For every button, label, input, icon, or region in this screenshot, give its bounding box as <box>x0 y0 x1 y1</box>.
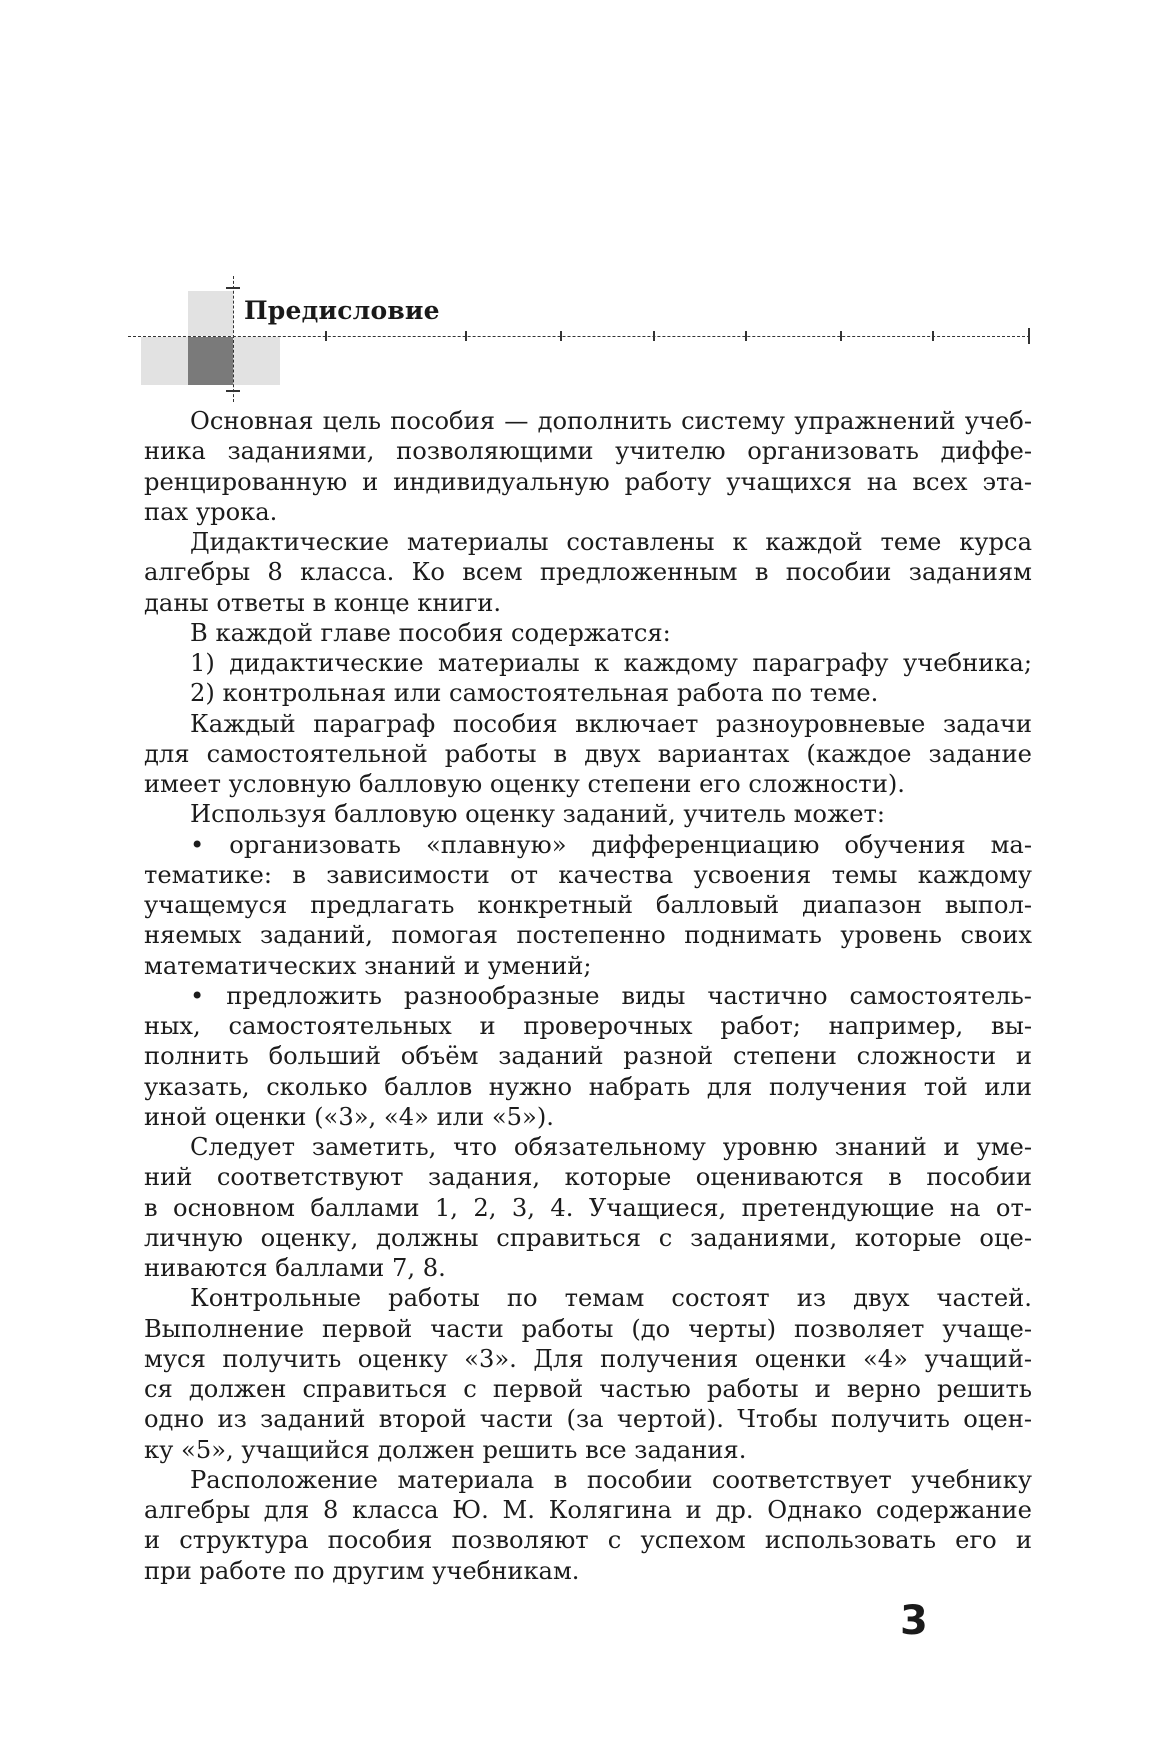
text-line: одно из заданий второй части (за чертой). Чтобы получить оцен- <box>144 1405 1032 1434</box>
page-number: 3 <box>900 1598 928 1644</box>
deco-vertical-dashed-line <box>233 276 234 402</box>
text-line: даны ответы в конце книги. <box>144 588 502 617</box>
deco-cross-tick-top <box>226 287 240 289</box>
section-title: Предисловие <box>244 296 440 325</box>
text-line: муся получить оценку «3». Для получения оценки «4» учащий- <box>144 1344 1032 1373</box>
text-line: 2) контрольная или самостоятельная работа по теме. <box>190 679 879 708</box>
text-line: • предложить разнообразные виды частично самостоятель- <box>190 981 1032 1010</box>
text-line: Каждый параграф пособия включает разноуровневые задачи <box>190 709 1032 738</box>
ruler-tick <box>653 331 655 341</box>
body-text <box>144 406 1032 1586</box>
text-line: ниваются баллами 7, 8. <box>144 1254 446 1282</box>
text-line: имеет условную балловую оценку степени его сложности). <box>144 770 905 798</box>
text-line: личную оценку, должны справиться с заданиями, которые оце- <box>144 1223 1032 1252</box>
ruler-tick <box>745 331 747 341</box>
text-line: Контрольные работы по темам состоят из двух частей. <box>190 1284 1032 1313</box>
text-line: учащемуся предлагать конкретный балловый диапазон выпол- <box>144 891 1032 919</box>
text-line: алгебры для 8 класса Ю. М. Колягина и др. Однако содержание <box>144 1496 1032 1524</box>
deco-square-left <box>141 337 188 385</box>
text-line: Выполнение первой части работы (до черты) позволяет учаще- <box>144 1314 1032 1343</box>
text-line: ку «5», учащийся должен решить все задания. <box>144 1435 747 1464</box>
text-line: для самостоятельной работы в двух вариантах (каждое задание <box>144 739 1032 768</box>
text-line: Расположение материала в пособии соответствует учебнику <box>190 1465 1032 1494</box>
text-line: 1) дидактические материалы к каждому параграфу учебника; <box>190 649 1032 677</box>
text-line: указать, сколько баллов нужно набрать для получения той или <box>144 1072 1032 1101</box>
text-line: ных, самостоятельных и проверочных работ; например, вы- <box>144 1012 1032 1040</box>
deco-square-top <box>188 291 233 336</box>
text-line: Следует заметить, что обязательному уровню знаний и уме- <box>190 1133 1032 1161</box>
deco-horizontal-dashed-line <box>128 336 1030 337</box>
deco-square-right <box>233 337 280 385</box>
header-decoration <box>0 0 1166 420</box>
ruler-tick <box>325 331 327 341</box>
deco-square-dark <box>188 337 233 385</box>
text-line: алгебры 8 класса. Ко всем предложенным в пособии заданиям <box>144 558 1032 587</box>
text-line: математических знаний и умений; <box>144 951 592 980</box>
ruler-tick <box>560 331 562 341</box>
text-line: ся должен справиться с первой частью работы и верно решить <box>144 1375 1032 1403</box>
text-line: пах урока. <box>144 497 278 526</box>
deco-cross-tick-bottom <box>226 390 240 392</box>
text-line: ника заданиями, позволяющими учителю организовать диффе- <box>144 437 1032 466</box>
text-line: при работе по другим учебникам. <box>144 1556 580 1585</box>
ruler-tick <box>465 331 467 341</box>
text-line: В каждой главе пособия содержатся: <box>190 618 671 647</box>
text-line: ний соответствуют задания, которые оцениваются в пособии <box>144 1163 1032 1192</box>
ruler-end-tick <box>1028 328 1030 344</box>
ruler-tick <box>840 331 842 341</box>
text-line: тематике: в зависимости от качества усвоения темы каждому <box>144 860 1032 889</box>
text-line: Дидактические материалы составлены к каждой теме курса <box>190 528 1032 556</box>
text-line: и структура пособия позволяют с успехом использовать его и <box>144 1526 1032 1555</box>
text-line: Используя балловую оценку заданий, учитель может: <box>190 800 886 829</box>
ruler-tick <box>932 331 934 341</box>
text-line: няемых заданий, помогая постепенно поднимать уровень своих <box>144 921 1032 950</box>
text-line: полнить больший объём заданий разной степени сложности и <box>144 1042 1032 1071</box>
text-line: Основная цель пособия — дополнить систему упражнений учеб- <box>190 407 1032 435</box>
text-line: иной оценки («3», «4» или «5»). <box>144 1102 554 1131</box>
text-line: ренцированную и индивидуальную работу учащихся на всех эта- <box>144 467 1032 496</box>
text-line: • организовать «плавную» дифференциацию обучения ма- <box>190 830 1032 859</box>
text-line: в основном баллами 1, 2, 3, 4. Учащиеся, претендующие на от- <box>144 1193 1032 1222</box>
